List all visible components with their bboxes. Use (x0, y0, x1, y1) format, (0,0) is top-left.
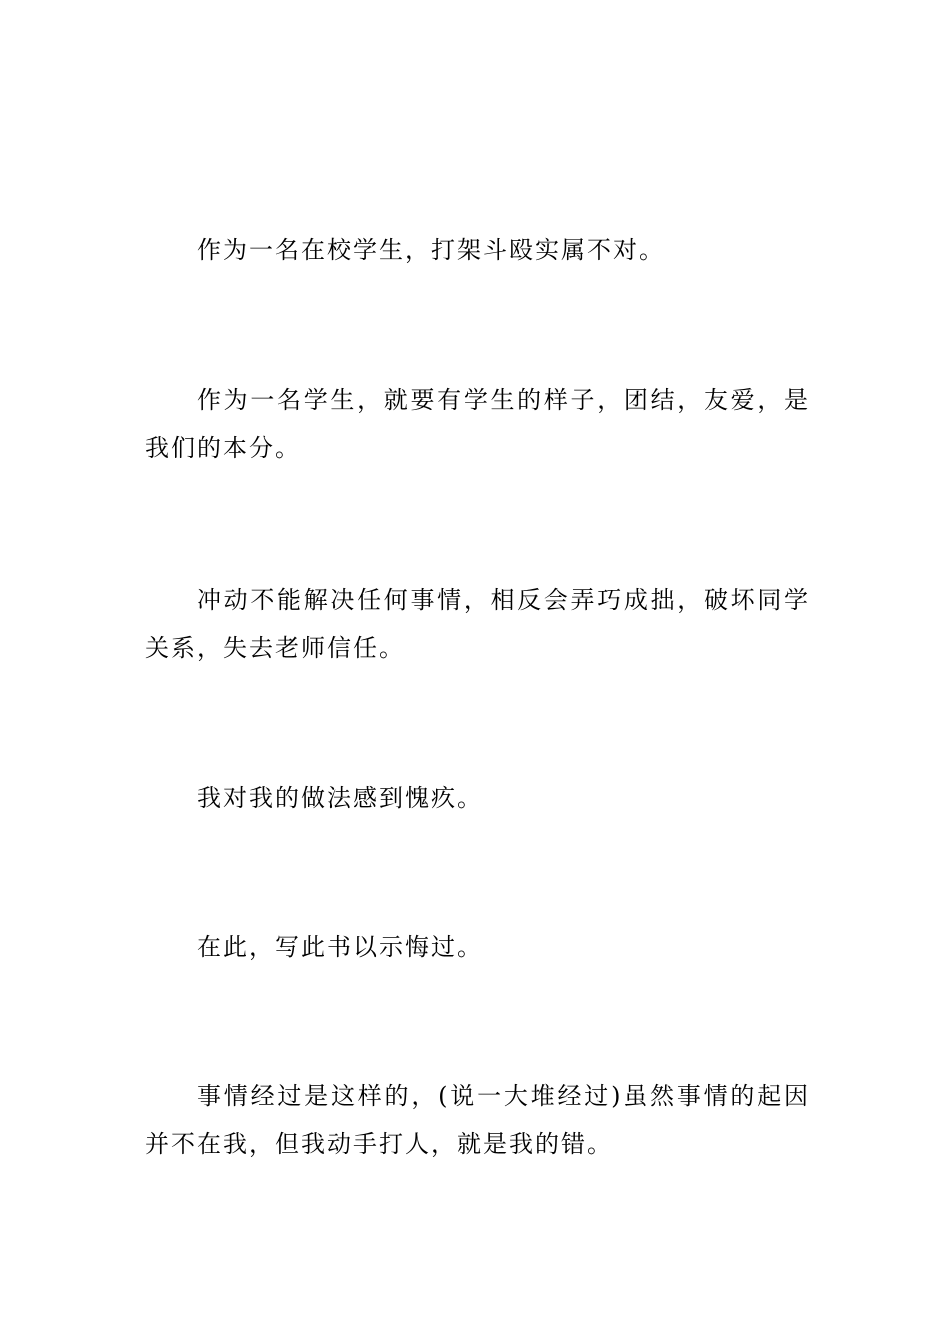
paragraph-2: 作为一名学生，就要有学生的样子，团结，友爱，是我们的本分。 (145, 386, 810, 462)
paragraph-6: 事情经过是这样的，(说一大堆经过)虽然事情的起因并不在我，但我动手打人，就是我的错。 (145, 1082, 810, 1158)
paragraph-5: 在此，写此书以示悔过。 (197, 933, 483, 961)
paragraph-1: 作为一名在校学生，打架斗殴实属不对。 (197, 236, 665, 264)
paragraph-4: 我对我的做法感到愧疚。 (197, 784, 483, 812)
paragraph-3: 冲动不能解决任何事情，相反会弄巧成拙，破坏同学关系，失去老师信任。 (145, 586, 810, 662)
